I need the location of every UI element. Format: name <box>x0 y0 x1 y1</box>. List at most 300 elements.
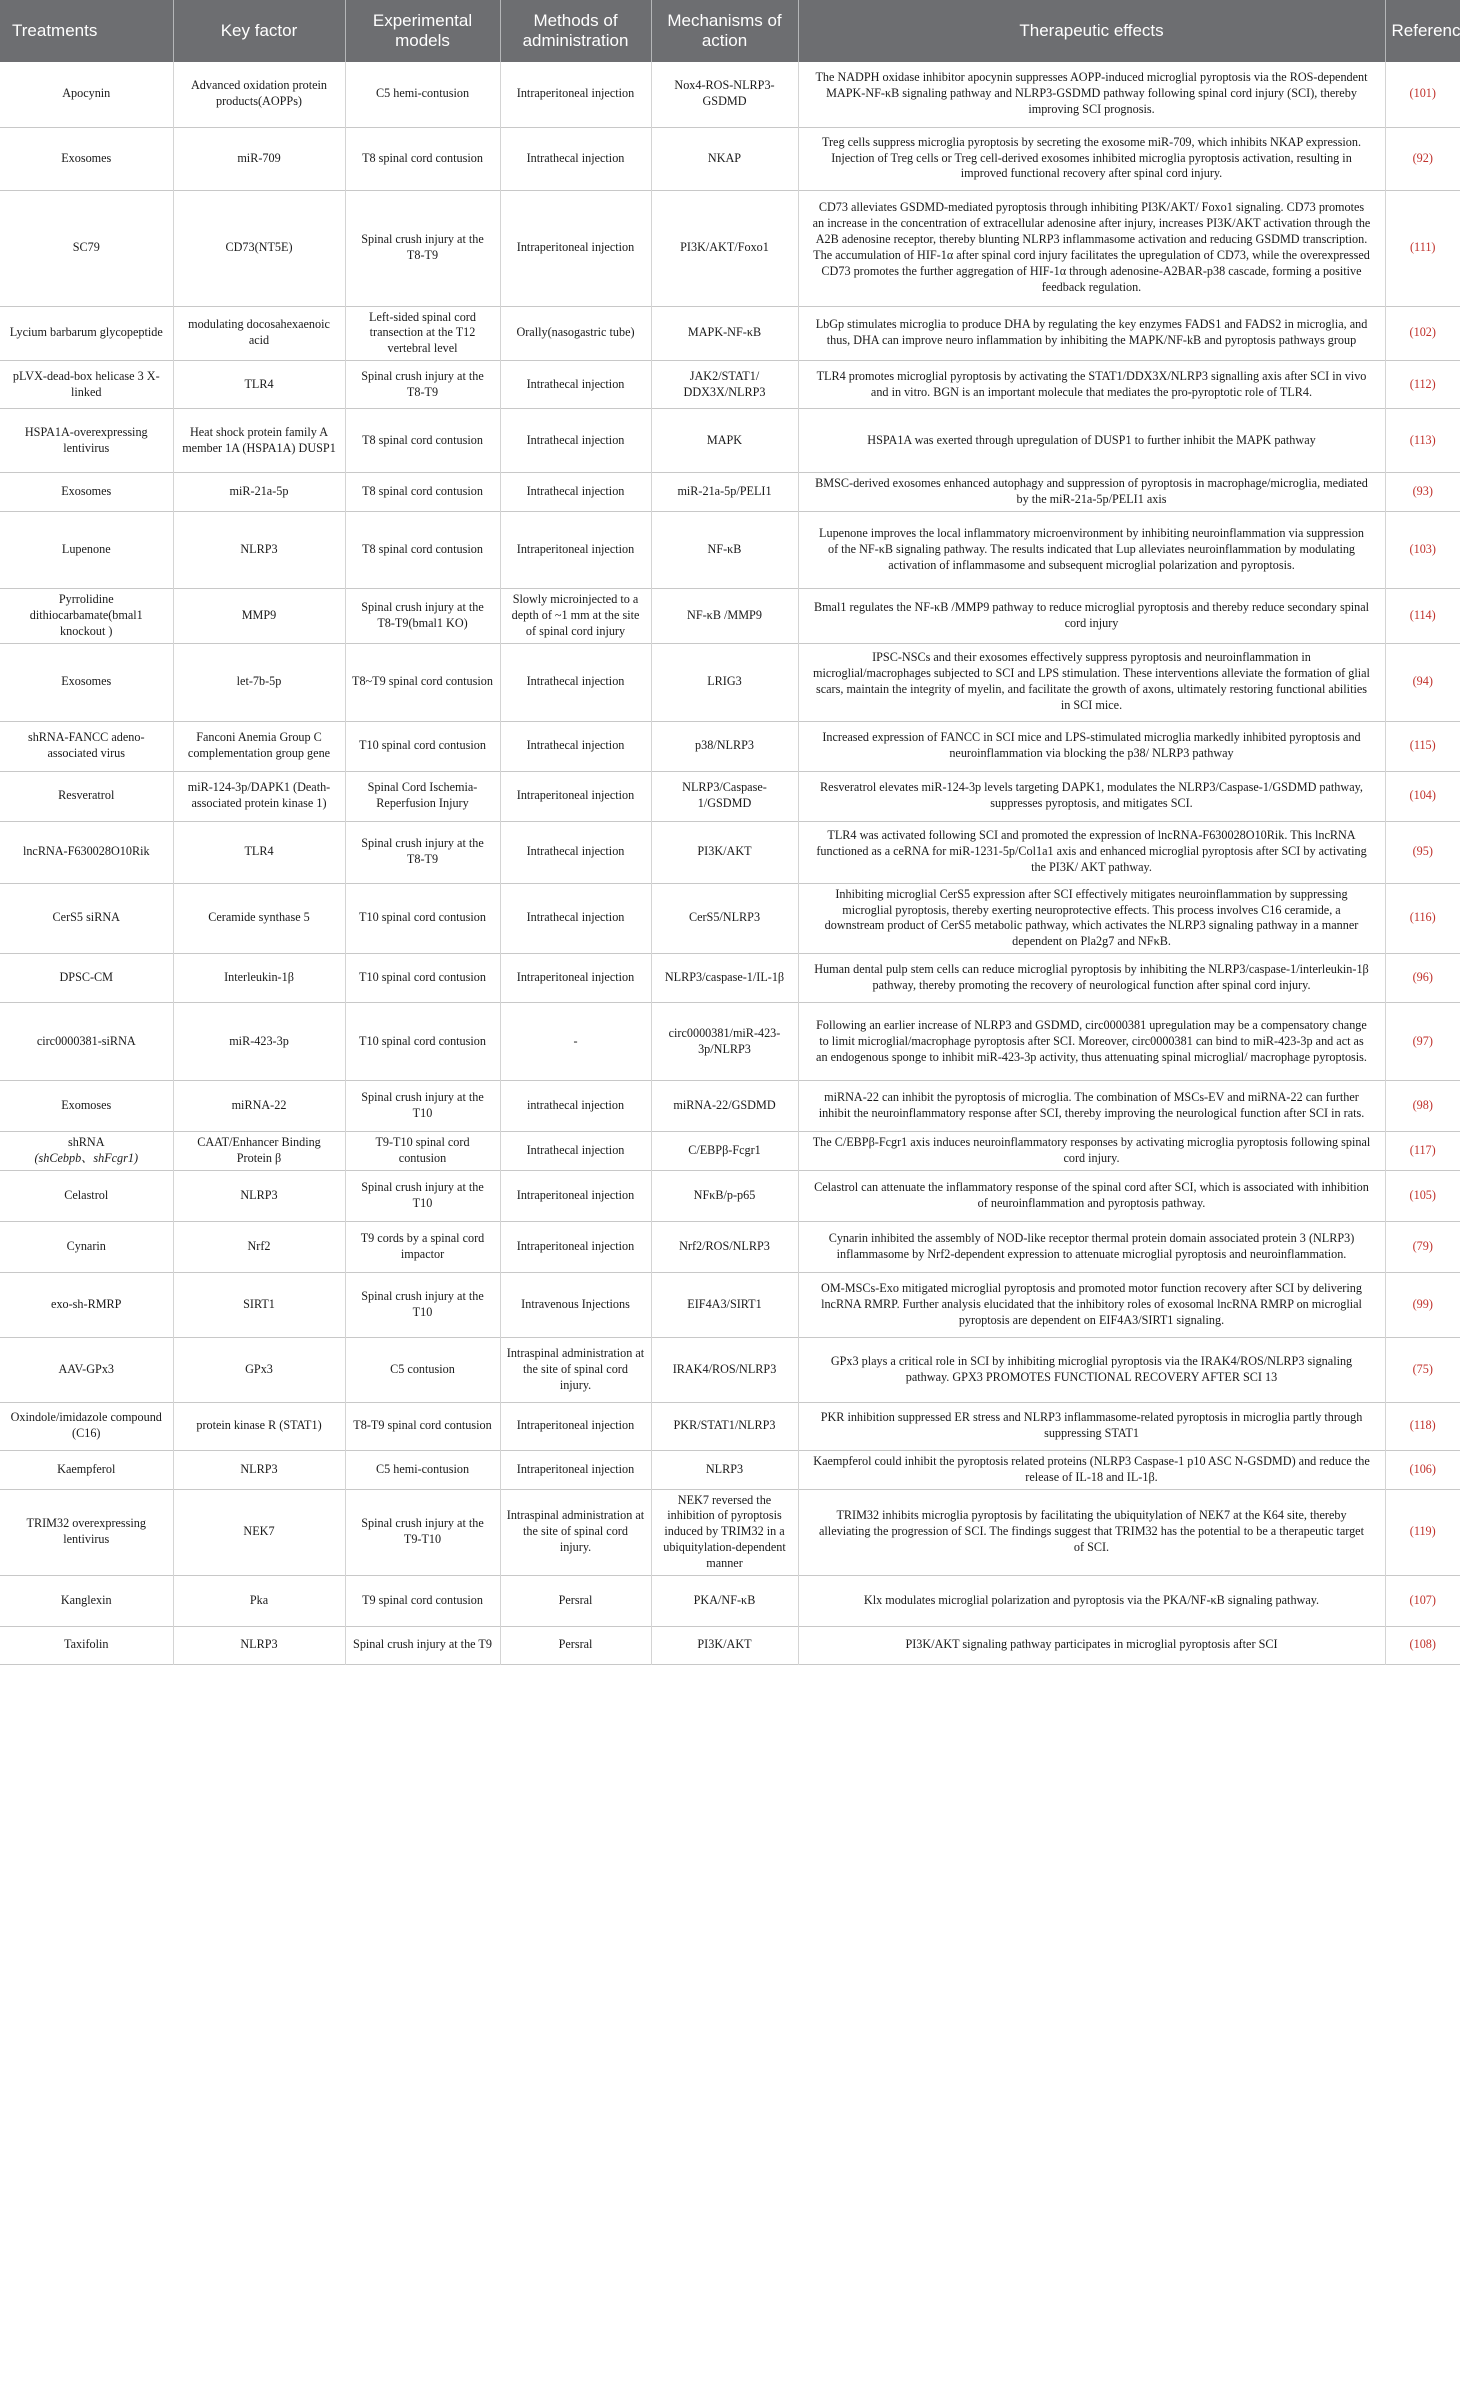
treatment-cell-text: Taxifolin <box>63 1637 109 1652</box>
mechanism-cell-text: PI3K/AKT <box>697 844 752 859</box>
key-factor-cell-text: Heat shock protein family A member 1A (HSPA1A) DUSP1 <box>182 424 336 455</box>
model-cell-text: T9 cords by a spinal cord impactor <box>360 1230 485 1261</box>
model-cell <box>345 1003 500 1081</box>
effect-cell <box>798 512 1385 589</box>
method-cell-text: Persral <box>558 1592 593 1607</box>
mechanism-cell <box>651 1489 798 1575</box>
key-factor-cell <box>173 771 345 821</box>
treatment-cell <box>0 409 173 473</box>
model-cell <box>345 1575 500 1626</box>
effect-cell <box>798 589 1385 644</box>
method-cell-text: Intrathecal injection <box>526 484 625 499</box>
mechanism-cell <box>651 1132 798 1171</box>
key-factor-cell <box>173 409 345 473</box>
reference-cell <box>1385 643 1460 721</box>
method-cell-text: Intraspinal administration at the site of spinal cord injury. <box>506 1508 645 1555</box>
method-cell <box>500 512 651 589</box>
effect-cell <box>798 473 1385 512</box>
treatment-cell-text: SC79 <box>72 240 100 255</box>
mechanism-cell-text: PKA/NF-κB <box>693 1592 756 1607</box>
reference-cell-text: (102) <box>1409 325 1436 340</box>
reference-cell-text: (96) <box>1412 970 1433 985</box>
key-factor-cell <box>173 62 345 127</box>
effect-cell-text: Cynarin inhibited the assembly of NOD-like receptor thermal protein domain associated protein 3 (NLRP3) inflammasome by Nrf2-dependent expression to attenuate microglial pyroptosis and neuroinflammation. <box>828 1230 1355 1261</box>
table-row <box>0 1221 1460 1272</box>
key-factor-cell-text: Advanced oxidation protein products(AOPPs) <box>190 78 328 109</box>
key-factor-cell <box>173 1626 345 1664</box>
mechanism-cell-text: NF-κB <box>707 542 742 557</box>
treatment-cell-text: Pyrrolidine dithiocarbamate(bmal1 knockout ) <box>29 592 143 638</box>
key-factor-cell-text: modulating docosahexaenoic acid <box>188 317 330 348</box>
reference-cell-text: (75) <box>1412 1361 1433 1376</box>
effect-cell <box>798 1489 1385 1575</box>
effect-cell-text: CD73 alleviates GSDMD-mediated pyroptosis through inhibiting PI3K/AKT/ Foxo1 signaling. CD73 promotes an increase in the concentration of extracellular adenosine after injury, increases PI3K/AKT activation through the A2B adenosine receptor, thereby blunting NLRP3 inflammasome activation and reducing GSDMD transcription. The accumulation of HIF-1α after spinal cord injury facilitates the upregulation of CD73, while the overexpressed CD73 promotes the further aggregation of HIF-1α through adenosine-A2BAR-p38 cascade, forming a positive feedback regulation. <box>812 200 1371 294</box>
reference-cell <box>1385 1489 1460 1575</box>
model-cell-text: T10 spinal cord contusion <box>359 1033 486 1048</box>
mechanism-cell-text: NFκB/p-p65 <box>693 1187 756 1202</box>
mechanism-cell-text: Nrf2/ROS/NLRP3 <box>679 1238 770 1253</box>
effect-cell <box>798 1575 1385 1626</box>
method-cell <box>500 589 651 644</box>
effect-cell-text: OM-MSCs-Exo mitigated microglial pyroptosis and promoted motor function recovery after SCI by delivering lncRNA RMRP. Further analysis elucidated that the inhibitory roles of exosomal lncRNA RMRP on microglial pyroptosis are dependent on EIF4A3/SIRT1 signaling. <box>821 1281 1362 1327</box>
key-factor-cell-text: SIRT1 <box>243 1296 275 1311</box>
effect-cell <box>798 1003 1385 1081</box>
model-cell <box>345 643 500 721</box>
model-cell <box>345 409 500 473</box>
effect-cell <box>798 771 1385 821</box>
method-cell <box>500 1132 651 1171</box>
method-cell <box>500 1221 651 1272</box>
reference-cell <box>1385 127 1460 190</box>
mechanism-cell <box>651 721 798 771</box>
reference-cell-text: (93) <box>1412 484 1433 499</box>
model-cell <box>345 512 500 589</box>
treatment-cell-text: Resveratrol <box>58 788 115 803</box>
reference-cell <box>1385 512 1460 589</box>
key-factor-cell <box>173 643 345 721</box>
table-body <box>0 62 1460 1664</box>
method-cell-text: Persral <box>558 1637 593 1652</box>
mechanism-cell-text: NLRP3 <box>705 1461 744 1476</box>
method-cell-text: Intraspinal administration at the site of spinal cord injury. <box>506 1346 645 1392</box>
mechanism-cell <box>651 1170 798 1221</box>
reference-cell <box>1385 771 1460 821</box>
key-factor-cell <box>173 1081 345 1132</box>
header-effects: Therapeutic effects <box>798 0 1385 62</box>
treatment-cell <box>0 1003 173 1081</box>
method-cell <box>500 883 651 953</box>
effect-cell <box>798 821 1385 883</box>
model-cell-text: Spinal crush injury at the T10 <box>361 1179 484 1210</box>
table-row <box>0 1402 1460 1450</box>
key-factor-cell <box>173 1221 345 1272</box>
key-factor-cell-text: let-7b-5p <box>236 674 282 689</box>
table-row <box>0 1272 1460 1337</box>
effect-cell <box>798 1081 1385 1132</box>
effect-cell-text: The NADPH oxidase inhibitor apocynin suppresses AOPP-induced microglial pyroptosis via the ROS-dependent MAPK-NF-κB signaling pathway and NLRP3-GSDMD pathway following spinal cord injury (SCI), thereby improving SCI prognosis. <box>815 70 1368 117</box>
key-factor-cell-text: NLRP3 <box>240 542 278 557</box>
mechanism-cell-text: PI3K/AKT/Foxo1 <box>680 240 769 255</box>
mechanism-cell-text: Nox4-ROS-NLRP3-GSDMD <box>674 78 775 109</box>
treatment-cell <box>0 1337 173 1402</box>
mechanism-cell-text: miRNA-22/GSDMD <box>673 1098 776 1113</box>
model-cell <box>345 1626 500 1664</box>
mechanism-cell <box>651 62 798 127</box>
mechanism-cell <box>651 589 798 644</box>
treatment-cell <box>0 1575 173 1626</box>
reference-cell <box>1385 62 1460 127</box>
reference-cell-text: (114) <box>1409 607 1436 622</box>
mechanism-cell <box>651 127 798 190</box>
effect-cell-text: Klx modulates microglial polarization and pyroptosis via the PKA/NF-κB signaling pathway. <box>863 1592 1320 1607</box>
method-cell-text: Intrathecal injection <box>526 376 625 391</box>
model-cell <box>345 771 500 821</box>
mechanism-cell <box>651 821 798 883</box>
mechanism-cell <box>651 771 798 821</box>
mechanism-cell-text: JAK2/STAT1/ DDX3X/NLRP3 <box>683 368 766 399</box>
method-cell-text: Intrathecal injection <box>526 1143 625 1158</box>
reference-cell-text: (94) <box>1412 674 1433 689</box>
reference-cell-text: (108) <box>1409 1637 1436 1652</box>
mechanism-cell-text: CerS5/NLRP3 <box>688 910 761 925</box>
effect-cell <box>798 190 1385 306</box>
key-factor-cell-text: miR-124-3p/DAPK1 (Death-associated protein kinase 1) <box>187 780 331 811</box>
mechanism-cell <box>651 1003 798 1081</box>
reference-cell-text: (106) <box>1409 1461 1436 1476</box>
reference-cell-text: (79) <box>1412 1238 1433 1253</box>
mechanism-cell-text: EIF4A3/SIRT1 <box>687 1296 762 1311</box>
reference-cell <box>1385 1575 1460 1626</box>
mechanism-cell <box>651 883 798 953</box>
reference-cell-text: (113) <box>1409 432 1436 447</box>
table-row <box>0 473 1460 512</box>
key-factor-cell <box>173 1402 345 1450</box>
reference-cell-text: (98) <box>1412 1098 1433 1113</box>
model-cell <box>345 62 500 127</box>
reference-cell-text: (105) <box>1409 1187 1436 1202</box>
key-factor-cell <box>173 954 345 1003</box>
key-factor-cell-text: NEK7 <box>243 1524 275 1539</box>
effect-cell-text: Inhibiting microglial CerS5 expression after SCI effectively mitigates neuroinflammation by suppressing microglial pyroptosis, thereby exerting neuroprotective effects. This process involves C16 ceramide, a downstream product of CerS5 metabolic pathway, which activates the NLRP3 signaling pathway in a manner dependent on Pla2g7 and NFκB. <box>824 886 1359 949</box>
header-key-factor: Key factor <box>173 0 345 62</box>
method-cell <box>500 1489 651 1575</box>
method-cell <box>500 473 651 512</box>
treatment-cell <box>0 1402 173 1450</box>
effect-cell <box>798 409 1385 473</box>
reference-cell-text: (99) <box>1412 1296 1433 1311</box>
model-cell-text: T10 spinal cord contusion <box>359 910 486 925</box>
table-row <box>0 127 1460 190</box>
treatment-cell <box>0 190 173 306</box>
model-cell-text: Spinal crush injury at the T8-T9 <box>361 836 484 867</box>
key-factor-cell-text: NLRP3 <box>240 1187 278 1202</box>
key-factor-cell <box>173 721 345 771</box>
key-factor-cell <box>173 1489 345 1575</box>
reference-cell-text: (116) <box>1409 910 1436 925</box>
model-cell-text: C5 contusion <box>390 1361 455 1376</box>
table-row <box>0 883 1460 953</box>
treatment-cell-text: AAV-GPx3 <box>58 1361 115 1376</box>
effect-cell <box>798 62 1385 127</box>
effect-cell-text: TLR4 was activated following SCI and promoted the expression of lncRNA-F630028O10Rik. This lncRNA functioned as a ceRNA for miR-1231-5p/Col1a1 axis and enhanced microglial pyroptosis after SCI by activating the PI3K/ AKT pathway. <box>816 828 1367 875</box>
effect-cell-text: BMSC-derived exosomes enhanced autophagy and suppression of pyroptosis in macrophage/microglia, mediated by the miR-21a-5p/PELI1 axis <box>815 476 1368 507</box>
key-factor-cell <box>173 883 345 953</box>
model-cell <box>345 589 500 644</box>
key-factor-cell-text: TLR4 <box>244 376 274 391</box>
model-cell-text: T8~T9 spinal cord contusion <box>352 674 493 689</box>
treatment-cell-text: shRNA-FANCC adeno-associated virus <box>27 730 145 761</box>
effect-cell <box>798 1402 1385 1450</box>
method-cell-text: Intrathecal injection <box>526 844 625 859</box>
effect-cell-text: GPx3 plays a critical role in SCI by inhibiting microglial pyroptosis via the IRAK4/ROS/NLRP3 signaling pathway. GPX3 PROMOTES FUNCTIONAL RECOVERY AFTER SCI 13 <box>830 1353 1353 1384</box>
effect-cell-text: LbGp stimulates microglia to produce DHA by regulating the key enzymes FADS1 and FADS2 in microglia, and thus, DHA can improve neuro inflammation by inhibiting the MAPK/NF-kB and pyroptosis pathways group <box>815 317 1368 348</box>
key-factor-cell-text: TLR4 <box>244 844 274 859</box>
reference-cell <box>1385 473 1460 512</box>
model-cell <box>345 1221 500 1272</box>
method-cell-text: Intraperitoneal injection <box>516 1418 635 1433</box>
effect-cell-text: TLR4 promotes microglial pyroptosis by activating the STAT1/DDX3X/NLRP3 signalling axis after SCI in vivo and in vitro. BGN is an important molecule that mediates the pro-pyroptotic role of TLR4. <box>816 368 1367 399</box>
method-cell <box>500 771 651 821</box>
mechanism-cell <box>651 1221 798 1272</box>
reference-cell-text: (119) <box>1409 1524 1436 1539</box>
model-cell <box>345 721 500 771</box>
mechanism-cell-text: MAPK <box>706 432 743 447</box>
header-reference: Reference <box>1385 0 1460 62</box>
effect-cell <box>798 1337 1385 1402</box>
key-factor-cell-text: miR-21a-5p <box>229 484 289 499</box>
effect-cell-text: Treg cells suppress microglia pyroptosis by secreting the exosome miR-709, which inhibits NKAP expression. Injection of Treg cells or Treg cell-derived exosomes inhibited microglia pyroptosis activation, resulting in improved functional recovery after spinal cord injury. <box>821 134 1361 181</box>
header-treatments: Treatments <box>0 0 173 62</box>
method-cell <box>500 1626 651 1664</box>
model-cell <box>345 1337 500 1402</box>
model-cell-text: T10 spinal cord contusion <box>359 738 486 753</box>
reference-cell <box>1385 409 1460 473</box>
treatment-cell <box>0 1626 173 1664</box>
model-cell <box>345 306 500 361</box>
model-cell-text: Spinal crush injury at the T8-T9(bmal1 KO) <box>361 600 484 630</box>
effect-cell <box>798 883 1385 953</box>
effect-cell-text: Bmal1 regulates the NF-κB /MMP9 pathway to reduce microglial pyroptosis and thereby reduce secondary spinal cord injury <box>813 600 1370 630</box>
key-factor-cell <box>173 473 345 512</box>
effect-cell <box>798 954 1385 1003</box>
treatment-cell-text: TRIM32 overexpressing lentivirus <box>26 1516 146 1547</box>
method-cell-text: Intraperitoneal injection <box>516 1187 635 1202</box>
treatment-note-text: (shCebpb、shFcgr1) <box>34 1150 139 1165</box>
treatment-cell <box>0 1450 173 1489</box>
treatment-cell-text: Exomoses <box>61 1098 112 1113</box>
table-row <box>0 1132 1460 1171</box>
treatment-cell <box>0 361 173 409</box>
model-cell <box>345 473 500 512</box>
model-cell-text: T9 spinal cord contusion <box>362 1592 483 1607</box>
treatment-cell-text: Lupenone <box>61 542 111 557</box>
table-row <box>0 1003 1460 1081</box>
model-cell-text: T8 spinal cord contusion <box>362 484 483 499</box>
reference-cell-text: (104) <box>1409 788 1436 803</box>
method-cell-text: - <box>573 1033 578 1048</box>
treatment-cell-text: Lycium barbarum glycopeptide <box>9 325 163 340</box>
effect-cell-text: Increased expression of FANCC in SCI mice and LPS-stimulated microglia markedly inhibited pyroptosis and neuroinflammation via blocking the p38/ NLRP3 pathway <box>822 730 1361 761</box>
method-cell <box>500 821 651 883</box>
method-cell-text: Intraperitoneal injection <box>516 788 635 803</box>
mechanism-cell <box>651 190 798 306</box>
mechanism-cell-text: NF-κB /MMP9 <box>687 607 762 622</box>
mechanism-cell <box>651 306 798 361</box>
model-cell <box>345 1450 500 1489</box>
reference-cell-text: (112) <box>1409 376 1436 391</box>
table-row <box>0 821 1460 883</box>
method-cell-text: Intrathecal injection <box>526 738 625 753</box>
mechanism-cell <box>651 512 798 589</box>
treatment-cell <box>0 589 173 644</box>
reference-cell <box>1385 1337 1460 1402</box>
model-cell-text: Left-sided spinal cord transection at the T12 vertebral level <box>369 309 476 356</box>
mechanism-cell <box>651 1081 798 1132</box>
treatment-cell-text: Exosomes <box>61 484 112 499</box>
table-header <box>0 0 1470 62</box>
key-factor-cell-text: Pka <box>249 1592 269 1607</box>
table-row <box>0 409 1460 473</box>
method-cell-text: Intraperitoneal injection <box>516 240 635 255</box>
method-cell-text: Intrathecal injection <box>526 432 625 447</box>
treatment-cell-text: Exosomes <box>61 150 112 165</box>
model-cell <box>345 1170 500 1221</box>
method-cell <box>500 409 651 473</box>
method-cell-text: Orally(nasogastric tube) <box>516 325 635 340</box>
effect-cell-text: miRNA-22 can inhibit the pyroptosis of microglia. The combination of MSCs-EV and miRNA-22 can further inhibit the neuroinflammatory response after SCI, thereby improving the neurological function after SCI in rats. <box>818 1090 1365 1121</box>
method-cell-text: intrathecal injection <box>526 1098 625 1113</box>
header-experimental-models: Experimental models <box>345 0 500 62</box>
treatment-cell-text: Oxindole/imidazole compound (C16) <box>10 1410 162 1441</box>
effect-cell <box>798 306 1385 361</box>
method-cell <box>500 1450 651 1489</box>
reference-cell-text: (111) <box>1410 240 1436 255</box>
reference-cell-text: (107) <box>1409 1592 1436 1607</box>
reference-cell <box>1385 721 1460 771</box>
model-cell <box>345 1272 500 1337</box>
treatment-cell <box>0 1272 173 1337</box>
key-factor-cell-text: miR-423-3p <box>229 1033 289 1048</box>
table-row <box>0 361 1460 409</box>
effect-cell <box>798 1272 1385 1337</box>
method-cell <box>500 721 651 771</box>
key-factor-cell-text: Nrf2 <box>247 1238 271 1253</box>
effect-cell-text: PI3K/AKT signaling pathway participates in microglial pyroptosis after SCI <box>905 1637 1278 1652</box>
reference-cell-text: (103) <box>1409 542 1436 557</box>
method-cell <box>500 1337 651 1402</box>
mechanism-cell <box>651 1337 798 1402</box>
mechanism-cell <box>651 361 798 409</box>
treatment-cell-text: HSPA1A-overexpressing lentivirus <box>24 424 148 455</box>
table-row <box>0 306 1460 361</box>
method-cell <box>500 127 651 190</box>
treatment-cell-text: Apocynin <box>62 86 111 101</box>
model-cell-text: T8 spinal cord contusion <box>362 542 483 557</box>
treatment-cell <box>0 771 173 821</box>
effect-cell <box>798 643 1385 721</box>
key-factor-cell <box>173 512 345 589</box>
mechanism-cell <box>651 643 798 721</box>
treatment-cell-text: Kanglexin <box>60 1592 112 1607</box>
method-cell <box>500 1575 651 1626</box>
model-cell <box>345 1402 500 1450</box>
mechanism-cell-text: NLRP3/caspase-1/IL-1β <box>664 970 785 985</box>
method-cell-text: Intraperitoneal injection <box>516 1238 635 1253</box>
method-cell <box>500 1081 651 1132</box>
mechanism-cell <box>651 1575 798 1626</box>
key-factor-cell-text: miR-709 <box>237 150 281 165</box>
reference-cell-text: (95) <box>1412 844 1433 859</box>
key-factor-cell-text: NLRP3 <box>240 1637 278 1652</box>
reference-cell <box>1385 1626 1460 1664</box>
method-cell <box>500 1272 651 1337</box>
mechanism-cell-text: LRIG3 <box>707 674 742 689</box>
method-cell <box>500 306 651 361</box>
treatment-cell <box>0 1132 173 1171</box>
method-cell <box>500 190 651 306</box>
effect-cell <box>798 1221 1385 1272</box>
model-cell-text: T9-T10 spinal cord contusion <box>375 1135 470 1165</box>
treatment-cell-text: lncRNA-F630028O10Rik <box>22 844 150 859</box>
method-cell <box>500 361 651 409</box>
key-factor-cell <box>173 1575 345 1626</box>
model-cell <box>345 1489 500 1575</box>
treatment-cell-text: Exosomes <box>61 674 112 689</box>
effect-cell-text: Kaempferol could inhibit the pyroptosis related proteins (NLRP3 Caspase-1 p10 ASC N-GSDMD) and reduce the release of IL-18 and IL-1β. <box>813 1453 1370 1484</box>
effect-cell-text: Celastrol can attenuate the inflammatory response of the spinal cord after SCI, which is associated with inhibition of neuroinflammation and pyroptosis pathway. <box>814 1179 1369 1210</box>
reference-cell <box>1385 821 1460 883</box>
mechanism-cell-text: NKAP <box>707 150 742 165</box>
model-cell-text: C5 hemi-contusion <box>375 86 470 101</box>
key-factor-cell-text: GPx3 <box>245 1361 273 1376</box>
method-cell-text: Intrathecal injection <box>526 150 625 165</box>
key-factor-cell-text: NLRP3 <box>240 1461 278 1476</box>
key-factor-cell <box>173 1003 345 1081</box>
key-factor-cell <box>173 589 345 644</box>
reference-cell <box>1385 1402 1460 1450</box>
table-row <box>0 954 1460 1003</box>
effect-cell-text: Resveratrol elevates miR-124-3p levels targeting DAPK1, modulates the NLRP3/Caspase-1/GSDMD pathway, suppresses pyroptosis, and mitigates SCI. <box>820 780 1363 811</box>
key-factor-cell <box>173 361 345 409</box>
table-row <box>0 1626 1460 1664</box>
model-cell-text: T8-T9 spinal cord contusion <box>353 1418 492 1433</box>
effect-cell <box>798 1170 1385 1221</box>
mechanism-cell-text: circ0000381/miR-423-3p/NLRP3 <box>668 1025 781 1056</box>
mechanism-cell-text: C/EBPβ-Fcgr1 <box>688 1143 761 1158</box>
model-cell <box>345 883 500 953</box>
reference-cell-text: (115) <box>1409 738 1436 753</box>
key-factor-cell <box>173 1170 345 1221</box>
effect-cell <box>798 1450 1385 1489</box>
mechanism-cell-text: NLRP3/Caspase-1/GSDMD <box>682 780 767 811</box>
model-cell-text: Spinal crush injury at the T8-T9 <box>361 232 484 262</box>
treatment-cell <box>0 1221 173 1272</box>
model-cell <box>345 190 500 306</box>
mechanism-cell-text: miR-21a-5p/PELI1 <box>677 484 772 499</box>
mechanism-cell <box>651 954 798 1003</box>
effect-cell-text: Following an earlier increase of NLRP3 and GSDMD, circ0000381 upregulation may be a compensatory change to limit microglial/macrophage pyroptosis after SCI. Moreover, circ0000381 can bind to miR-423-3p and act as an endogenous sponge to inhibit miR-423-3p activity, thus attenuating spinal microglial/ macrophage pyroptosis. <box>816 1017 1367 1064</box>
table-row <box>0 589 1460 644</box>
effect-cell-text: Human dental pulp stem cells can reduce microglial pyroptosis by inhibiting the NLRP3/caspase-1/interleukin-1β pathway, thereby promoting the recovery of neurological function after spinal cord injury. <box>814 962 1369 993</box>
effect-cell <box>798 1626 1385 1664</box>
method-cell-text: Intravenous Injections <box>521 1296 630 1311</box>
reference-cell <box>1385 306 1460 361</box>
table-row <box>0 1575 1460 1626</box>
model-cell-text: Spinal crush injury at the T9-T10 <box>361 1516 484 1547</box>
model-cell <box>345 821 500 883</box>
mechanism-cell <box>651 1272 798 1337</box>
treatment-cell <box>0 883 173 953</box>
